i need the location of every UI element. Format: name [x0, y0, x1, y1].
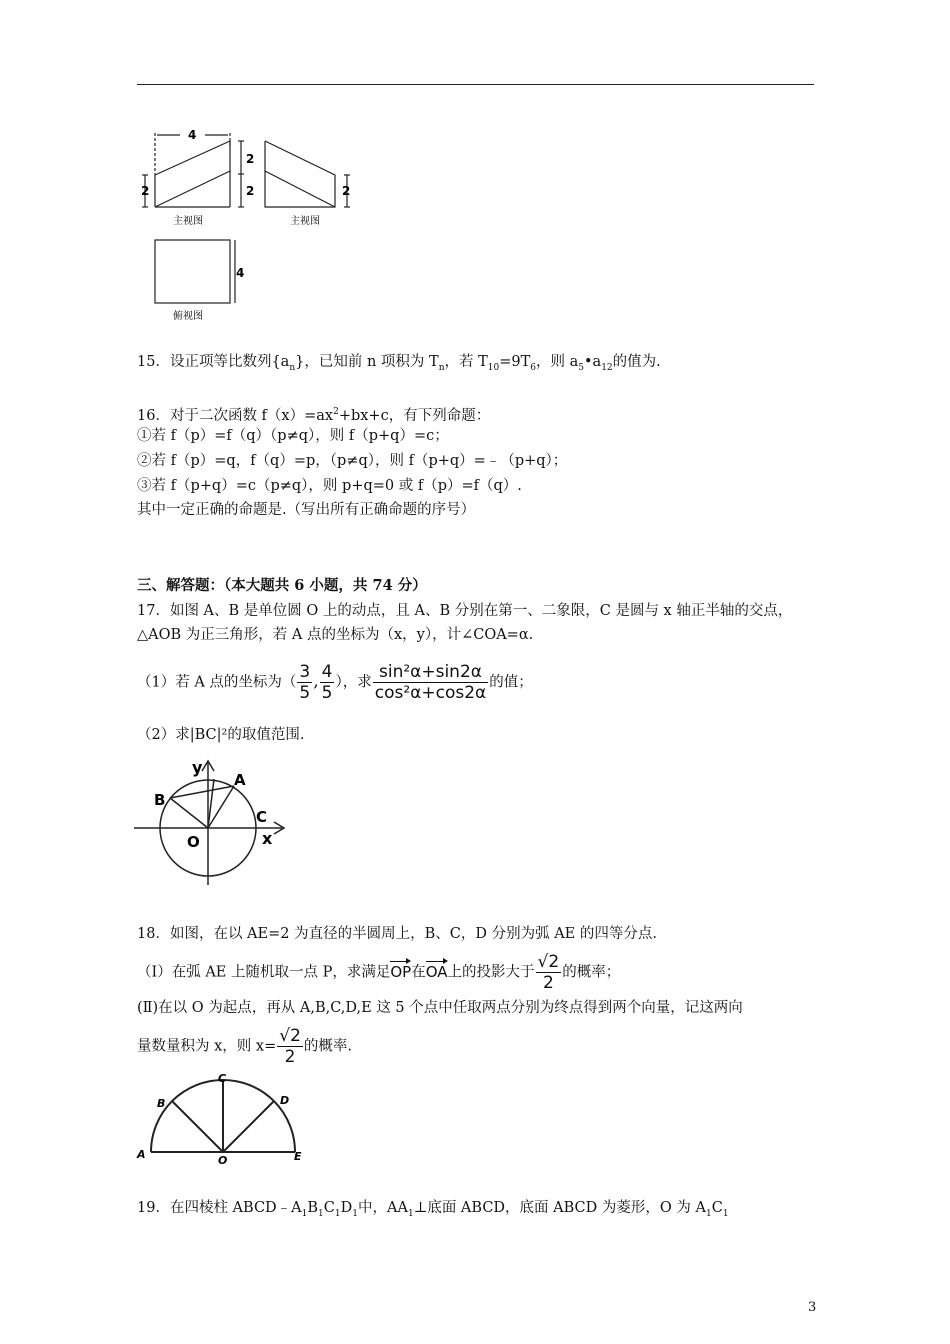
question-16-item-1: ①若 f（p）=f（q）（p≠q），则 f（p+q）=c；	[137, 428, 449, 444]
front-view-caption: 主视图	[173, 216, 203, 227]
fraction-sqrt2-over-2: $\frac{√2}{2}$	[537, 952, 560, 993]
semicircle-figure	[133, 1070, 313, 1165]
question-15: 15．设正项等比数列$\{a_n\}$，已知前 n 项积为 $T_n$，若 $T_{10}=9T_6$，则 $a_5•a_{12}$的值为.	[137, 354, 661, 373]
y-axis-label: y	[192, 758, 203, 777]
question-16-intro: 16．对于二次函数 $f(x)=ax^2+bx+c$，有下列命题：	[137, 407, 491, 424]
point-a-label: A	[234, 771, 246, 789]
side-view-caption: 主视图	[290, 216, 320, 227]
question-16-item-3: ③若 f（p+q）=c（p≠q），则 p+q=0 或 f（p）=f（q）.	[137, 478, 522, 494]
x-axis-label: x	[262, 829, 273, 848]
question-16-item-2: ②若 f（p）=q，f（q）=p，（p≠q），则 f（p+q）=﹣（p+q）；	[137, 453, 568, 469]
point-a-label: A	[137, 1148, 146, 1161]
question-17-part-2: （2）求|BC|²的取值范围.	[137, 727, 305, 743]
top-view-caption: 俯视图	[173, 311, 203, 322]
point-b-label: B	[157, 1097, 166, 1110]
unit-circle-figure	[132, 755, 292, 890]
question-18-part-2-line-1: (Ⅱ)在以 O 为起点，再从 A,B,C,D,E 这 5 个点中任取两点分别为终点得到两个向量，记这两向	[137, 1000, 743, 1016]
point-c-label: C	[256, 808, 268, 826]
vector-oa: OA	[425, 962, 448, 981]
dim-4-label: 4	[188, 128, 197, 142]
point-b-label: B	[154, 791, 166, 809]
question-19: 19．在四棱柱 $ABCD﹣A_1B_1C_1D_1$中，$AA_1\perp$底面 ABCD，底面 ABCD 为菱形，O 为 $A_1C_1$	[137, 1200, 729, 1219]
dim-2-label: 2	[141, 184, 150, 198]
point-e-label: E	[294, 1150, 302, 1163]
question-18-part-1: （Ⅰ）在弧 AE 上随机取一点 P，求满足OP在OA上的投影大于 $\frac{√2}{2}$ 的概率；	[137, 952, 621, 993]
question-16-note: 其中一定正确的命题是.（写出所有正确命题的序号）	[137, 502, 476, 518]
question-18-part-2-line-2: 量数量积为 x，则 x= $\frac{√2}{2}$ 的概率.	[137, 1026, 352, 1067]
fraction-sqrt2-over-2: $\frac{√2}{2}$	[279, 1026, 301, 1067]
question-17-part-1: （1）若 A 点的坐标为（ $\frac{3}{5}$ , $\frac{4}{5}$ ），求 $\frac{\text{sin²α+sin2α}}{\text{cos²α+cos2α}}$ 的值；	[137, 662, 533, 703]
dim-2-label: 2	[246, 184, 255, 198]
dim-4-label: 4	[236, 266, 245, 280]
point-o-label: O	[218, 1154, 228, 1165]
vector-op: OP	[390, 962, 412, 981]
section-3-heading: 三、解答题：（本大题共 6 小题，共 74 分）	[137, 577, 427, 594]
fraction-4-5: $\frac{4}{5}$	[321, 662, 333, 703]
point-d-label: D	[280, 1094, 290, 1107]
trig-fraction: $\frac{\text{sin²α+sin2α}}{\text{cos²α+cos2α}}$	[374, 662, 487, 703]
three-view-figure	[135, 125, 365, 325]
question-18-line-1: 18．如图，在以 AE=2 为直径的半圆周上，B、C，D 分别为弧 AE 的四等分点.	[137, 926, 657, 942]
fraction-3-5: $\frac{3}{5}$	[299, 662, 311, 703]
dim-2-label: 2	[342, 184, 351, 198]
point-c-label: C	[218, 1072, 227, 1085]
question-17-line-1: 17．如图 A、B 是单位圆 O 上的动点，且 A、B 分别在第一、二象限，C 是圆与 x 轴正半轴的交点，	[137, 603, 793, 619]
origin-label: O	[187, 833, 200, 851]
page-number: 3	[808, 1300, 817, 1315]
header-rule	[137, 84, 814, 85]
question-17-line-2: △AOB 为正三角形，若 A 点的坐标为（x，y），计∠COA=α.	[137, 627, 534, 643]
dim-2-label: 2	[246, 152, 255, 166]
